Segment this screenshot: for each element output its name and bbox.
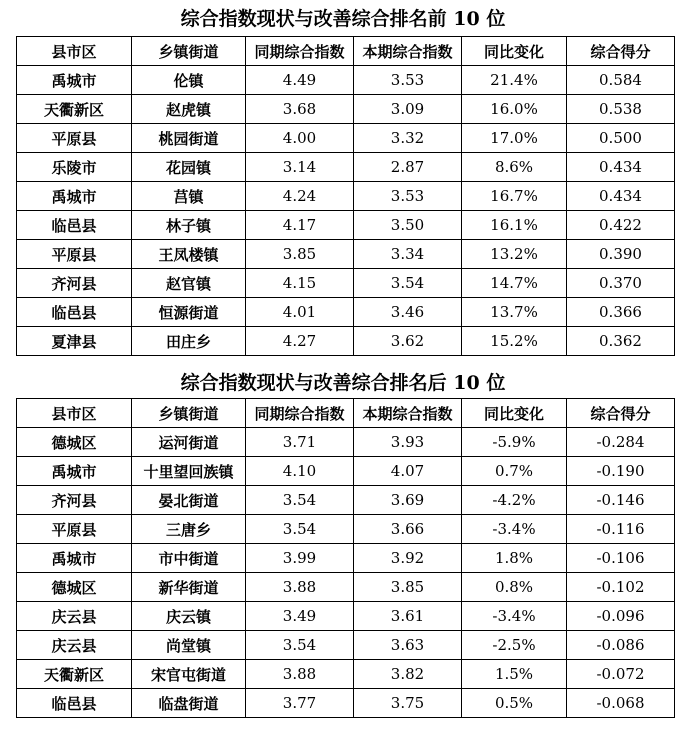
table-row bbox=[17, 515, 675, 544]
township-cell: 运河街道 bbox=[132, 428, 246, 457]
township-cell: 王凤楼镇 bbox=[132, 240, 246, 269]
township-cell: 庆云镇 bbox=[132, 602, 246, 631]
score-cell: -0.146 bbox=[567, 486, 675, 515]
township-cell: 莒镇 bbox=[132, 182, 246, 211]
table-row bbox=[17, 298, 675, 327]
table-row bbox=[17, 689, 675, 718]
table-row bbox=[17, 182, 675, 211]
table-row bbox=[17, 95, 675, 124]
column-header-score: 综合得分 bbox=[567, 399, 675, 428]
prev-index-cell: 3.49 bbox=[246, 602, 354, 631]
county-cell: 天衢新区 bbox=[17, 95, 132, 124]
township-cell: 田庄乡 bbox=[132, 327, 246, 356]
table-row bbox=[17, 153, 675, 182]
yoy-change-cell: 15.2% bbox=[462, 327, 567, 356]
yoy-change-cell: 0.5% bbox=[462, 689, 567, 718]
curr-index-cell: 3.53 bbox=[354, 182, 462, 211]
score-cell: -0.102 bbox=[567, 573, 675, 602]
township-cell: 林子镇 bbox=[132, 211, 246, 240]
score-cell: 0.584 bbox=[567, 66, 675, 95]
county-cell: 庆云县 bbox=[17, 631, 132, 660]
prev-index-cell: 3.54 bbox=[246, 631, 354, 660]
prev-index-cell: 3.85 bbox=[246, 240, 354, 269]
score-cell: -0.072 bbox=[567, 660, 675, 689]
county-cell: 天衢新区 bbox=[17, 660, 132, 689]
column-header-county: 县市区 bbox=[17, 399, 132, 428]
township-cell: 尚堂镇 bbox=[132, 631, 246, 660]
curr-index-cell: 4.07 bbox=[354, 457, 462, 486]
prev-index-cell: 4.17 bbox=[246, 211, 354, 240]
prev-index-cell: 4.24 bbox=[246, 182, 354, 211]
township-cell: 晏北街道 bbox=[132, 486, 246, 515]
bottom10-title: 综合指数现状与改善综合排名后 10 位 bbox=[180, 372, 506, 394]
county-cell: 禹城市 bbox=[17, 66, 132, 95]
table-row bbox=[17, 269, 675, 298]
table-row bbox=[17, 631, 675, 660]
yoy-change-cell: 1.8% bbox=[462, 544, 567, 573]
top10-table bbox=[16, 36, 675, 356]
county-cell: 夏津县 bbox=[17, 327, 132, 356]
yoy-change-cell: 0.7% bbox=[462, 457, 567, 486]
table-row bbox=[17, 602, 675, 631]
score-cell: 0.500 bbox=[567, 124, 675, 153]
prev-index-cell: 3.77 bbox=[246, 689, 354, 718]
column-header-prev-index: 同期综合指数 bbox=[246, 37, 354, 66]
column-header-yoy-change: 同比变化 bbox=[462, 399, 567, 428]
column-header-county: 县市区 bbox=[17, 37, 132, 66]
score-cell: 0.362 bbox=[567, 327, 675, 356]
yoy-change-cell: -4.2% bbox=[462, 486, 567, 515]
table-row bbox=[17, 486, 675, 515]
prev-index-cell: 4.10 bbox=[246, 457, 354, 486]
score-cell: 0.434 bbox=[567, 182, 675, 211]
yoy-change-cell: 14.7% bbox=[462, 269, 567, 298]
score-cell: 0.434 bbox=[567, 153, 675, 182]
score-cell: -0.190 bbox=[567, 457, 675, 486]
curr-index-cell: 3.85 bbox=[354, 573, 462, 602]
score-cell: -0.096 bbox=[567, 602, 675, 631]
score-cell: -0.106 bbox=[567, 544, 675, 573]
township-cell: 赵虎镇 bbox=[132, 95, 246, 124]
table-row bbox=[17, 124, 675, 153]
curr-index-cell: 3.66 bbox=[354, 515, 462, 544]
county-cell: 临邑县 bbox=[17, 689, 132, 718]
score-cell: 0.538 bbox=[567, 95, 675, 124]
prev-index-cell: 4.49 bbox=[246, 66, 354, 95]
curr-index-cell: 3.63 bbox=[354, 631, 462, 660]
yoy-change-cell: -3.4% bbox=[462, 602, 567, 631]
bottom10-table bbox=[16, 398, 675, 718]
county-cell: 平原县 bbox=[17, 240, 132, 269]
county-cell: 临邑县 bbox=[17, 298, 132, 327]
header-row bbox=[17, 37, 675, 66]
yoy-change-cell: -2.5% bbox=[462, 631, 567, 660]
yoy-change-cell: -5.9% bbox=[462, 428, 567, 457]
township-cell: 三唐乡 bbox=[132, 515, 246, 544]
township-cell: 宋官屯街道 bbox=[132, 660, 246, 689]
township-cell: 市中街道 bbox=[132, 544, 246, 573]
column-header-score: 综合得分 bbox=[567, 37, 675, 66]
curr-index-cell: 3.93 bbox=[354, 428, 462, 457]
curr-index-cell: 3.82 bbox=[354, 660, 462, 689]
county-cell: 齐河县 bbox=[17, 269, 132, 298]
prev-index-cell: 4.01 bbox=[246, 298, 354, 327]
yoy-change-cell: 16.1% bbox=[462, 211, 567, 240]
curr-index-cell: 3.69 bbox=[354, 486, 462, 515]
score-cell: -0.284 bbox=[567, 428, 675, 457]
county-cell: 德城区 bbox=[17, 573, 132, 602]
township-cell: 临盘街道 bbox=[132, 689, 246, 718]
curr-index-cell: 3.34 bbox=[354, 240, 462, 269]
curr-index-cell: 3.75 bbox=[354, 689, 462, 718]
top10-title: 综合指数现状与改善综合排名前 10 位 bbox=[180, 8, 506, 30]
score-cell: -0.116 bbox=[567, 515, 675, 544]
curr-index-cell: 3.92 bbox=[354, 544, 462, 573]
curr-index-cell: 3.61 bbox=[354, 602, 462, 631]
table-row bbox=[17, 327, 675, 356]
curr-index-cell: 3.09 bbox=[354, 95, 462, 124]
column-header-prev-index: 同期综合指数 bbox=[246, 399, 354, 428]
score-cell: -0.068 bbox=[567, 689, 675, 718]
header-row bbox=[17, 399, 675, 428]
township-cell: 赵官镇 bbox=[132, 269, 246, 298]
table-row bbox=[17, 457, 675, 486]
prev-index-cell: 3.54 bbox=[246, 515, 354, 544]
county-cell: 平原县 bbox=[17, 515, 132, 544]
yoy-change-cell: 21.4% bbox=[462, 66, 567, 95]
column-header-curr-index: 本期综合指数 bbox=[354, 399, 462, 428]
table-row bbox=[17, 66, 675, 95]
county-cell: 平原县 bbox=[17, 124, 132, 153]
yoy-change-cell: -3.4% bbox=[462, 515, 567, 544]
county-cell: 乐陵市 bbox=[17, 153, 132, 182]
column-header-yoy-change: 同比变化 bbox=[462, 37, 567, 66]
curr-index-cell: 3.62 bbox=[354, 327, 462, 356]
curr-index-cell: 3.46 bbox=[354, 298, 462, 327]
yoy-change-cell: 13.2% bbox=[462, 240, 567, 269]
curr-index-cell: 3.32 bbox=[354, 124, 462, 153]
score-cell: 0.422 bbox=[567, 211, 675, 240]
table-row bbox=[17, 240, 675, 269]
county-cell: 临邑县 bbox=[17, 211, 132, 240]
score-cell: 0.366 bbox=[567, 298, 675, 327]
curr-index-cell: 3.53 bbox=[354, 66, 462, 95]
column-header-township: 乡镇街道 bbox=[132, 399, 246, 428]
table-row bbox=[17, 428, 675, 457]
prev-index-cell: 3.88 bbox=[246, 660, 354, 689]
yoy-change-cell: 17.0% bbox=[462, 124, 567, 153]
table-row bbox=[17, 660, 675, 689]
table-row bbox=[17, 573, 675, 602]
yoy-change-cell: 0.8% bbox=[462, 573, 567, 602]
prev-index-cell: 3.68 bbox=[246, 95, 354, 124]
column-header-township: 乡镇街道 bbox=[132, 37, 246, 66]
table-row bbox=[17, 211, 675, 240]
county-cell: 庆云县 bbox=[17, 602, 132, 631]
township-cell: 新华街道 bbox=[132, 573, 246, 602]
prev-index-cell: 3.54 bbox=[246, 486, 354, 515]
prev-index-cell: 3.99 bbox=[246, 544, 354, 573]
prev-index-cell: 3.71 bbox=[246, 428, 354, 457]
curr-index-cell: 3.50 bbox=[354, 211, 462, 240]
township-cell: 恒源街道 bbox=[132, 298, 246, 327]
township-cell: 花园镇 bbox=[132, 153, 246, 182]
yoy-change-cell: 16.7% bbox=[462, 182, 567, 211]
township-cell: 伦镇 bbox=[132, 66, 246, 95]
score-cell: -0.086 bbox=[567, 631, 675, 660]
curr-index-cell: 3.54 bbox=[354, 269, 462, 298]
score-cell: 0.370 bbox=[567, 269, 675, 298]
prev-index-cell: 4.15 bbox=[246, 269, 354, 298]
yoy-change-cell: 16.0% bbox=[462, 95, 567, 124]
county-cell: 禹城市 bbox=[17, 182, 132, 211]
column-header-curr-index: 本期综合指数 bbox=[354, 37, 462, 66]
prev-index-cell: 4.00 bbox=[246, 124, 354, 153]
prev-index-cell: 3.14 bbox=[246, 153, 354, 182]
curr-index-cell: 2.87 bbox=[354, 153, 462, 182]
score-cell: 0.390 bbox=[567, 240, 675, 269]
county-cell: 德城区 bbox=[17, 428, 132, 457]
table-row bbox=[17, 544, 675, 573]
county-cell: 禹城市 bbox=[17, 457, 132, 486]
county-cell: 齐河县 bbox=[17, 486, 132, 515]
township-cell: 桃园街道 bbox=[132, 124, 246, 153]
prev-index-cell: 3.88 bbox=[246, 573, 354, 602]
county-cell: 禹城市 bbox=[17, 544, 132, 573]
yoy-change-cell: 1.5% bbox=[462, 660, 567, 689]
prev-index-cell: 4.27 bbox=[246, 327, 354, 356]
yoy-change-cell: 8.6% bbox=[462, 153, 567, 182]
yoy-change-cell: 13.7% bbox=[462, 298, 567, 327]
township-cell: 十里望回族镇 bbox=[132, 457, 246, 486]
